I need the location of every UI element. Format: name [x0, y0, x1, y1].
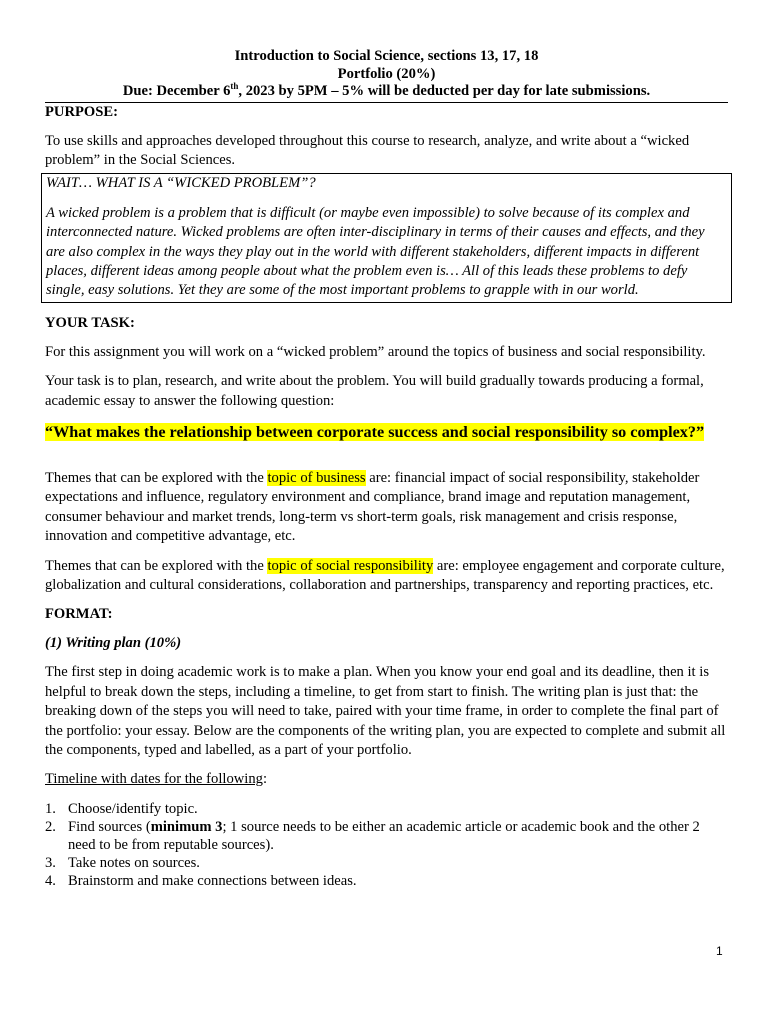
- social-themes: Themes that can be explored with the topic of social responsibility are: employee engagement and corporate culture, globalization and cultural considerations, collaboration and partnerships, transparency and reporting practices, etc.: [45, 557, 725, 593]
- list-item: 4. Brainstorm and make connections between ideas.: [45, 872, 357, 889]
- writing-plan-text: The first step in doing academic work is to make a plan. When you know your end goal and its deadline, then it is helpful to break down the steps, including a timeline, to get from start to finish. The writing plan is just that: the breaking down of the steps you will need to take, paired with your time frame, in order to complete the final part of the portfolio: your essay. Below are the components of the writing plan, you are expected to complete and submit all the components, typed and labelled, as a part of your portfolio.: [45, 664, 726, 759]
- timeline-list: [45, 800, 728, 890]
- business-highlight: topic of business: [267, 469, 366, 486]
- box-text: A wicked problem is a problem that is difficult (or maybe even impossible) to solve because of its complex and interconnected nature. Wicked problems are often inter-disciplinary in terms of their causes and effects, and they are also complex in the ways they play out in the world with different stakeholders, different impacts in different places, different ideas among people about what the problem even is… All of this leads these problems to defy single, easy solutions. Yet they are some of the most important problems to grapple with in our world.: [46, 204, 705, 299]
- task-paragraph-2: Your task is to plan, research, and write about the problem. You will build gradually towards producing a formal, academic essay to answer the following question:: [45, 373, 704, 409]
- list-item: 1. Choose/identify topic.: [45, 800, 198, 817]
- wicked-problem-box: [41, 173, 732, 302]
- purpose-heading: PURPOSE:: [45, 103, 118, 120]
- task-heading: YOUR TASK:: [45, 314, 135, 331]
- timeline-label: Timeline with dates for the following:: [45, 771, 267, 788]
- purpose-text: To use skills and approaches developed throughout this course to research, analyze, and write about a “wicked problem” in the Social Sciences.: [45, 132, 690, 168]
- due-date: Due: December 6th, 2023 by 5PM – 5% will be deducted per day for late submissions.: [122, 81, 651, 99]
- business-themes: Themes that can be explored with the topic of business are: financial impact of social responsibility, stakeholder expectations and influence, regulatory environment and compliance, brand image and reputation management, consumer behaviour and market trends, long-term vs short-term goals, risk management and crisis response, innovation and competitive advantage, etc.: [45, 469, 700, 545]
- writing-plan-heading: (1) Writing plan (10%): [45, 635, 182, 652]
- document-page: [45, 48, 728, 890]
- list-item: 3. Take notes on sources.: [45, 854, 200, 871]
- page-number: 1: [716, 944, 723, 958]
- course-title: Introduction to Social Science, sections 13, 17, 18: [234, 48, 539, 64]
- essay-question: “What makes the relationship between corporate success and social responsibility so complex?”: [45, 422, 705, 441]
- document-header: [45, 48, 728, 103]
- social-highlight: topic of social responsibility: [267, 557, 434, 574]
- format-heading: FORMAT:: [45, 606, 113, 623]
- task-paragraph-1: For this assignment you will work on a “wicked problem” around the topics of business and social responsibility.: [45, 343, 706, 360]
- list-item: 2. Find sources (minimum 3; 1 source needs to be either an academic article or academic book and the other 2 need to be from reputable sources).: [45, 818, 700, 853]
- box-title: WAIT… WHAT IS A “WICKED PROBLEM”?: [46, 175, 316, 192]
- portfolio-title: Portfolio (20%): [337, 65, 436, 82]
